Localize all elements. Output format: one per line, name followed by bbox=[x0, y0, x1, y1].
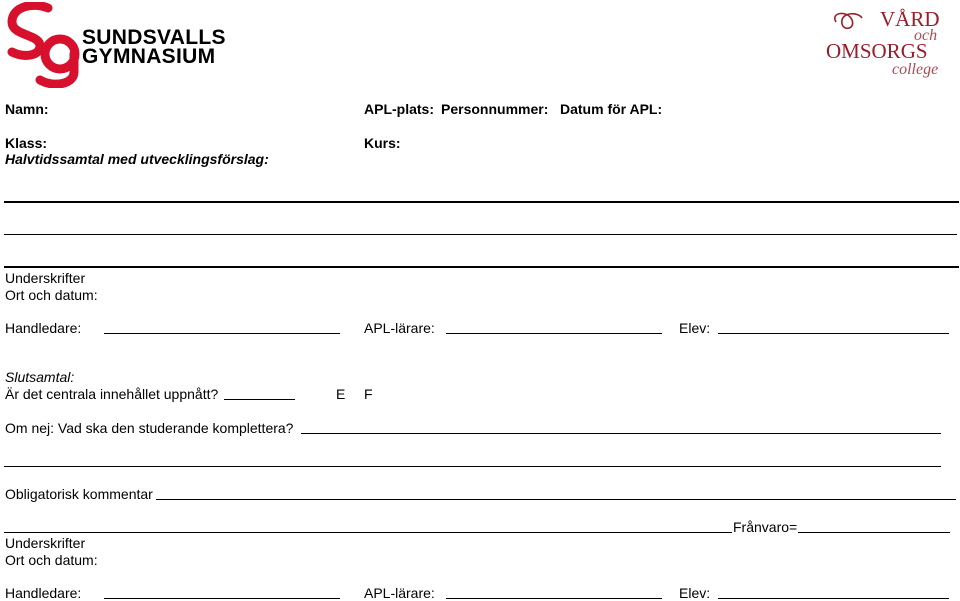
handledare-signature-line[interactable] bbox=[104, 333, 340, 334]
logo-left-line1: SUNDSVALLS bbox=[82, 26, 226, 49]
elev-signature-line[interactable] bbox=[718, 333, 949, 334]
underskrifter-heading-2: Underskrifter bbox=[5, 535, 86, 551]
franvaro-line[interactable] bbox=[798, 532, 950, 533]
kommentar-line[interactable] bbox=[156, 499, 956, 500]
handledare-label: Handledare: bbox=[5, 320, 82, 336]
personnummer-label: Personnummer: bbox=[441, 101, 549, 117]
writing-line[interactable] bbox=[4, 266, 959, 268]
halvtidssamtal-label: Halvtidssamtal med utvecklingsförslag: bbox=[5, 151, 269, 167]
logo-right-line1: VÅRD bbox=[880, 7, 940, 31]
writing-line[interactable] bbox=[4, 201, 959, 203]
logo-right-line2: och bbox=[914, 27, 938, 44]
kurs-label: Kurs: bbox=[364, 135, 401, 151]
logo-right-line4: college bbox=[892, 61, 939, 78]
kommentar-line-2[interactable] bbox=[4, 532, 732, 533]
apl-plats-label: APL-plats: bbox=[364, 101, 434, 117]
namn-label: Namn: bbox=[5, 101, 49, 117]
grade-f-option[interactable]: F bbox=[364, 386, 373, 402]
logo-left-line2: GYMNASIUM bbox=[82, 45, 216, 68]
apl-larare-signature-line[interactable] bbox=[446, 333, 662, 334]
apl-larare-signature-line-2[interactable] bbox=[446, 598, 662, 599]
om-nej-question: Om nej: Vad ska den studerande komplettera? bbox=[5, 420, 294, 436]
vard-och-omsorgs-college-logo-icon bbox=[822, 4, 956, 82]
komplettera-line[interactable] bbox=[301, 433, 941, 434]
sundsvalls-gymnasium-logo-icon bbox=[4, 2, 84, 88]
ort-och-datum-label-2: Ort och datum: bbox=[5, 552, 98, 568]
komplettera-line-2[interactable] bbox=[4, 466, 941, 467]
logo-right-line3: OMSORGS bbox=[826, 39, 928, 63]
obligatorisk-kommentar-label: Obligatorisk kommentar bbox=[5, 486, 153, 502]
elev-signature-line-2[interactable] bbox=[718, 598, 949, 599]
franvaro-label: Frånvaro= bbox=[733, 519, 798, 535]
elev-label-2: Elev: bbox=[679, 585, 711, 601]
slutsamtal-heading: Slutsamtal: bbox=[5, 369, 75, 385]
elev-label: Elev: bbox=[679, 320, 711, 336]
grade-e-option[interactable]: E bbox=[336, 386, 346, 402]
apl-larare-label: APL-lärare: bbox=[364, 320, 435, 336]
underskrifter-heading: Underskrifter bbox=[5, 270, 86, 286]
datum-for-apl-label: Datum för APL: bbox=[560, 101, 663, 117]
centrala-innehallet-question: Är det centrala innehållet uppnått? bbox=[5, 386, 219, 402]
handledare-signature-line-2[interactable] bbox=[104, 598, 340, 599]
ort-och-datum-label: Ort och datum: bbox=[5, 287, 98, 303]
apl-larare-label-2: APL-lärare: bbox=[364, 585, 435, 601]
handledare-label-2: Handledare: bbox=[5, 585, 82, 601]
answer-line[interactable] bbox=[224, 399, 295, 400]
klass-label: Klass: bbox=[5, 135, 48, 151]
writing-line[interactable] bbox=[4, 234, 957, 235]
